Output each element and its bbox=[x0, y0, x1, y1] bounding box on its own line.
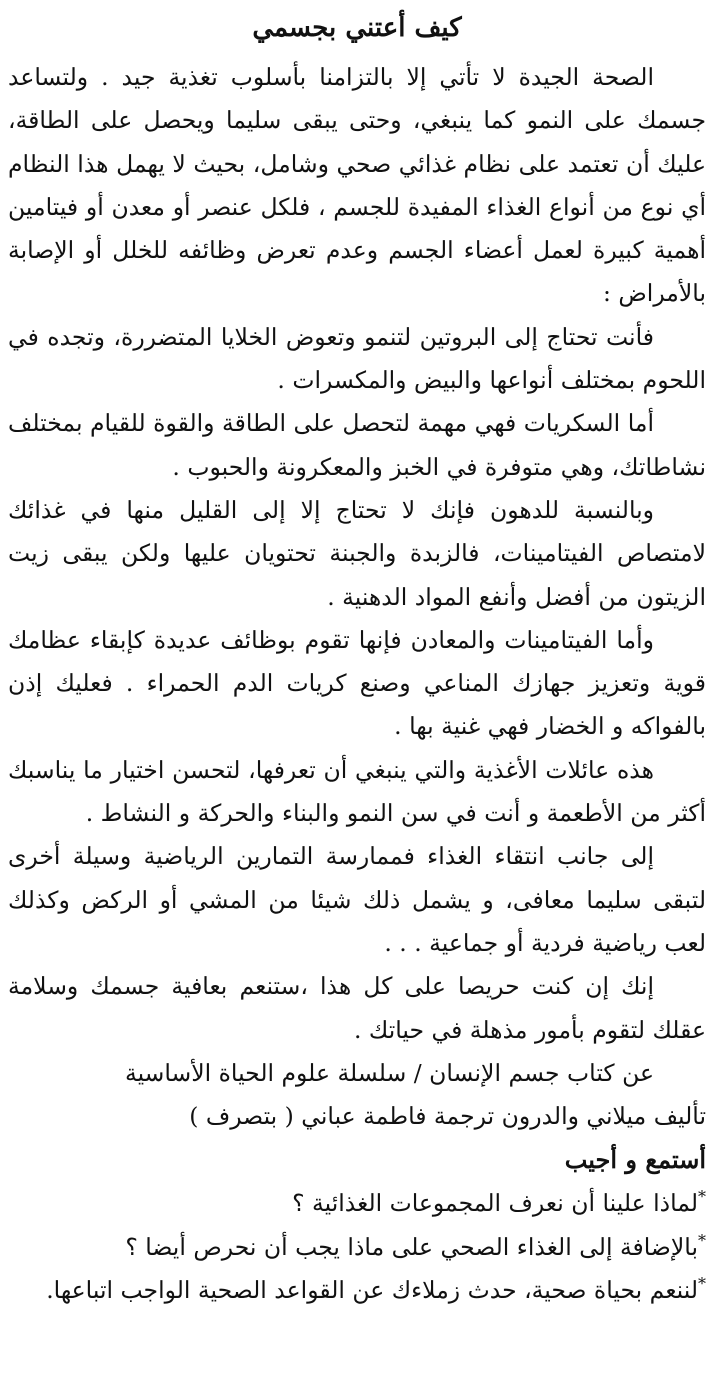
paragraph-food-families: هذه عائلات الأغذية والتي ينبغي أن تعرفها، لتحسن اختيار ما يناسبك أكثر من الأطعمة و أنت في سن النمو والبناء والحركة و النشاط . bbox=[8, 755, 706, 828]
asterisk-marker: * bbox=[698, 1187, 706, 1207]
question-list bbox=[8, 1182, 706, 1312]
question-item bbox=[8, 1226, 706, 1269]
page-title: كيف أعتني بجسمي bbox=[252, 13, 462, 43]
source-line-book: عن كتاب جسم الإنسان / سلسلة علوم الحياة الأساسية bbox=[124, 1058, 654, 1087]
question-item bbox=[8, 1182, 706, 1225]
paragraph-proteins: فأنت تحتاج إلى البروتين لتنمو وتعوض الخلايا المتضررة، وتجده في اللحوم بمختلف أنواعها والبيض والمكسرات . bbox=[8, 322, 706, 395]
question-item bbox=[8, 1269, 706, 1312]
paragraph-vitamins: وأما الفيتامينات والمعادن فإنها تقوم بوظائف عديدة كإبقاء عظامك قوية وتعزيز جهازك المناعي وصنع كريات الدم الحمراء . فعليك إذن بالفواكه و الخضار فهي غنية بها . bbox=[8, 625, 706, 741]
question-text: لماذا علينا أن نعرف المجموعات الغذائية ؟ bbox=[292, 1189, 698, 1218]
paragraph-sugars: أما السكريات فهي مهمة لتحصل على الطاقة والقوة للقيام بمختلف نشاطاتك، وهي متوفرة في الخبز والمعكرونة والحبوب . bbox=[8, 409, 706, 481]
source-line-author: تأليف ميلاني والدرون ترجمة فاطمة عباني ( بتصرف ) bbox=[189, 1102, 706, 1131]
paragraph-fats: وبالنسبة للدهون فإنك لا تحتاج إلا إلى القليل منها في غذائك لامتصاص الفيتامينات، فالزبدة والجبنة تحتويان عليها ولكن يبقى زيت الزيتون من أفضل وأنفع المواد الدهنية . bbox=[8, 495, 706, 611]
article-body bbox=[8, 56, 706, 1052]
exercise-heading: أستمع و أجيب bbox=[564, 1145, 706, 1175]
source-citation bbox=[8, 1052, 706, 1139]
question-text: بالإضافة إلى الغذاء الصحي على ماذا يجب أن نحرص أيضا ؟ bbox=[125, 1232, 698, 1261]
paragraph-exercise: إلى جانب انتقاء الغذاء فممارسة التمارين الرياضية وسيلة أخرى لتبقى سليما معافى، و يشمل ذلك شيئا من المشي أو الركض وكذلك لعب رياضية فردية أو جماعية . . . bbox=[8, 842, 706, 957]
paragraph-conclusion: إنك إن كنت حريصا على كل هذا ،ستنعم بعافية جسمك وسلامة عقلك لتقوم بأمور مذهلة في حياتك . bbox=[8, 972, 706, 1044]
asterisk-marker: * bbox=[698, 1230, 706, 1250]
question-text: لننعم بحياة صحية، حدث زملاءك عن القواعد الصحية الواجب اتباعها. bbox=[46, 1276, 698, 1305]
paragraph-intro: الصحة الجيدة لا تأتي إلا بالتزامنا بأسلوب تغذية جيد . ولتساعد جسمك على النمو كما ينبغي، وحتى يبقى سليما ويحصل على الطاقة، عليك أن تعتمد على نظام غذائي صحي وشامل، بحيث لا يهمل هذا النظام أي نوع من أنواع الغذاء المفيدة للجسم ، فلكل عنصر أو معدن أو فيتامين أهمية كبيرة لعمل أعضاء الجسم وعدم تعرض وظائفه للخلل أو الإصابة بالأمراض : bbox=[8, 63, 706, 308]
asterisk-marker: * bbox=[698, 1274, 706, 1294]
